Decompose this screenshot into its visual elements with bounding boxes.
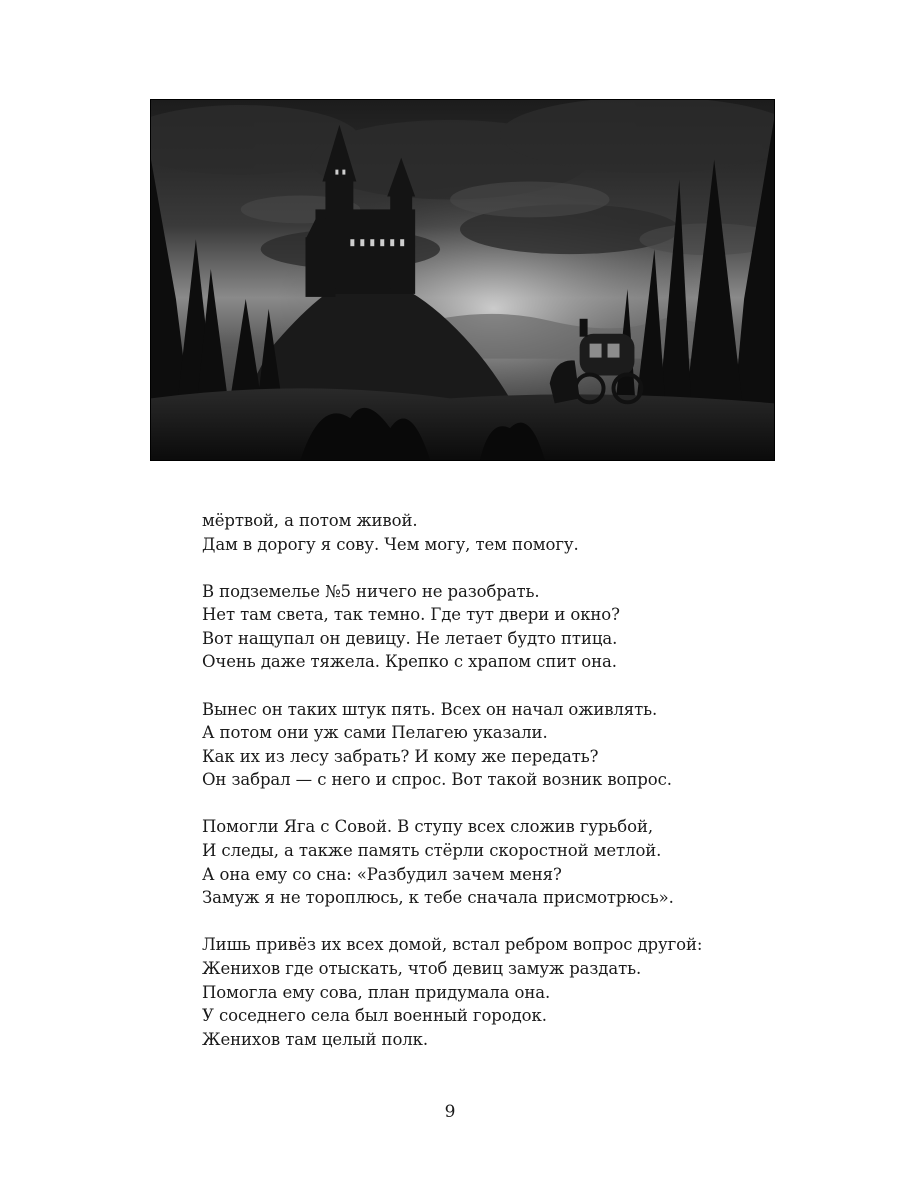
poem-line: Дам в дорогу я сову. Чем могу, тем помогу. bbox=[202, 534, 579, 554]
page-number: 9 bbox=[444, 1102, 456, 1122]
poem-text bbox=[202, 509, 762, 1075]
poem-line: Вот нащупал он девицу. Не летает будто птица. bbox=[202, 628, 618, 648]
poem-line: Очень даже тяжела. Крепко с храпом спит она. bbox=[202, 652, 617, 672]
poem-line: И следы, а также память стёрли скоростной метлой. bbox=[202, 841, 662, 861]
stanza bbox=[202, 509, 762, 556]
poem-line: Нет там света, так темно. Где тут двери и окно? bbox=[202, 605, 620, 625]
poem-line: мёртвой, а потом живой. bbox=[202, 511, 418, 530]
poem-line: В подземелье №5 ничего не разобрать. bbox=[202, 581, 540, 601]
poem-line: Женихов там целый полк. bbox=[202, 1029, 429, 1049]
stanza bbox=[202, 815, 762, 909]
poem-line: Вынес он таких штук пять. Всех он начал оживлять. bbox=[202, 699, 658, 719]
poem-line: У соседнего села был военный городок. bbox=[202, 1006, 547, 1026]
poem-line: А она ему со сна: «Разбудил зачем меня? bbox=[202, 864, 562, 884]
poem-line: Он забрал — с него и спрос. Вот такой возник вопрос. bbox=[202, 770, 672, 790]
poem-line: А потом они уж сами Пелагею указали. bbox=[202, 723, 548, 743]
poem-line: Лишь привёз их всех домой, встал ребром вопрос другой: bbox=[202, 935, 703, 955]
poem-line: Как их из лесу забрать? И кому же передать? bbox=[202, 746, 599, 766]
stanza bbox=[202, 698, 762, 792]
illustration-castle bbox=[150, 99, 775, 461]
poem-line: Женихов где отыскать, чтоб девиц замуж раздать. bbox=[202, 958, 642, 978]
castle-forest-illustration bbox=[151, 100, 774, 460]
stanza bbox=[202, 580, 762, 674]
poem-line: Замуж я не тороплюсь, к тебе сначала присмотрюсь». bbox=[202, 888, 674, 908]
poem-line: Помогли Яга с Совой. В ступу всех сложив гурьбой, bbox=[202, 817, 653, 837]
stanza bbox=[202, 933, 762, 1051]
poem-line: Помогла ему сова, план придумала она. bbox=[202, 982, 551, 1002]
